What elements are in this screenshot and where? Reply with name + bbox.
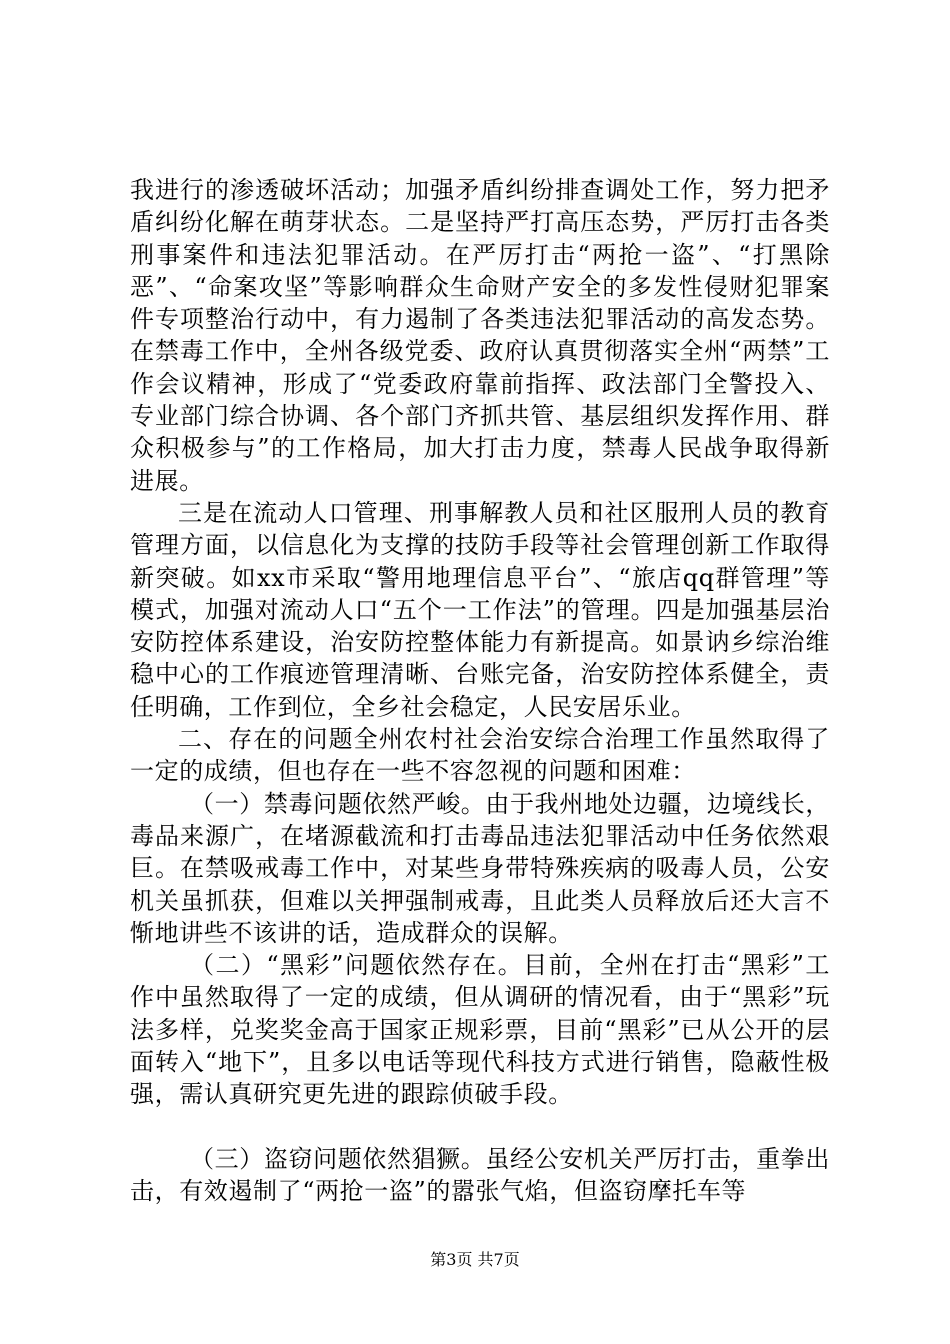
document-body — [130, 174, 830, 1207]
paragraph-1: 我进行的渗透破坏活动；加强矛盾纠纷排查调处工作，努力把矛盾纠纷化解在萌芽状态。二是坚持严打高压态势，严厉打击各类刑事案件和违法犯罪活动。在严厉打击“两抢一盗”、“打黑除恶”、“命案攻坚”等影响群众生命财产安全的多发性侵财犯罪案件专项整治行动中，有力遏制了各类违法犯罪活动的高发态势。在禁毒工作中，全州各级党委、政府认真贯彻落实全州“两禁”工作会议精神，形成了“党委政府靠前指挥、政法部门全警投入、专业部门综合协调、各个部门齐抓共管、基层组织发挥作用、群众积极参与”的工作格局，加大打击力度，禁毒人民战争取得新进展。 — [130, 176, 830, 495]
page-number-footer: 第3页 共7页 — [430, 1250, 520, 1269]
paragraph-3: 二、存在的问题全州农村社会治安综合治理工作虽然取得了一定的成绩，但也存在一些不容忽视的问题和困难： — [130, 725, 830, 786]
paragraph-2: 三是在流动人口管理、刑事解教人员和社区服刑人员的教育管理方面，以信息化为支撑的技防手段等社会管理创新工作取得新突破。如xx市采取“警用地理信息平台”、“旅店qq群管理”等模式，加强对流动人口“五个一工作法”的管理。四是加强基层治安防控体系建设，治安防控整体能力有新提高。如景讷乡综治维稳中心的工作痕迹管理清晰、台账完备，治安防控体系健全，责任明确，工作到位，全乡社会稳定，人民安居乐业。 — [130, 498, 830, 721]
paragraph-4: （一）禁毒问题依然严峻。由于我州地处边疆，边境线长，毒品来源广，在堵源截流和打击毒品违法犯罪活动中任务依然艰巨。在禁吸戒毒工作中，对某些身带特殊疾病的吸毒人员，公安机关虽抓获，但难以关押强制戒毒，且此类人员释放后还大言不惭地讲些不该讲的话，造成群众的误解。 — [130, 789, 830, 947]
paragraph-6: （三）盗窃问题依然猖獗。虽经公安机关严厉打击，重拳出击，有效遏制了“两抢一盗”的嚣张气焰，但盗窃摩托车等 — [130, 1144, 830, 1205]
paragraph-5: （二）“黑彩”问题依然存在。目前，全州在打击“黑彩”工作中虽然取得了一定的成绩，但从调研的情况看，由于“黑彩”玩法多样，兑奖奖金高于国家正规彩票，目前“黑彩”已从公开的层面转入“地下”，且多以电话等现代科技方式进行销售，隐蔽性极强，需认真研究更先进的跟踪侦破手段。 — [130, 951, 830, 1109]
